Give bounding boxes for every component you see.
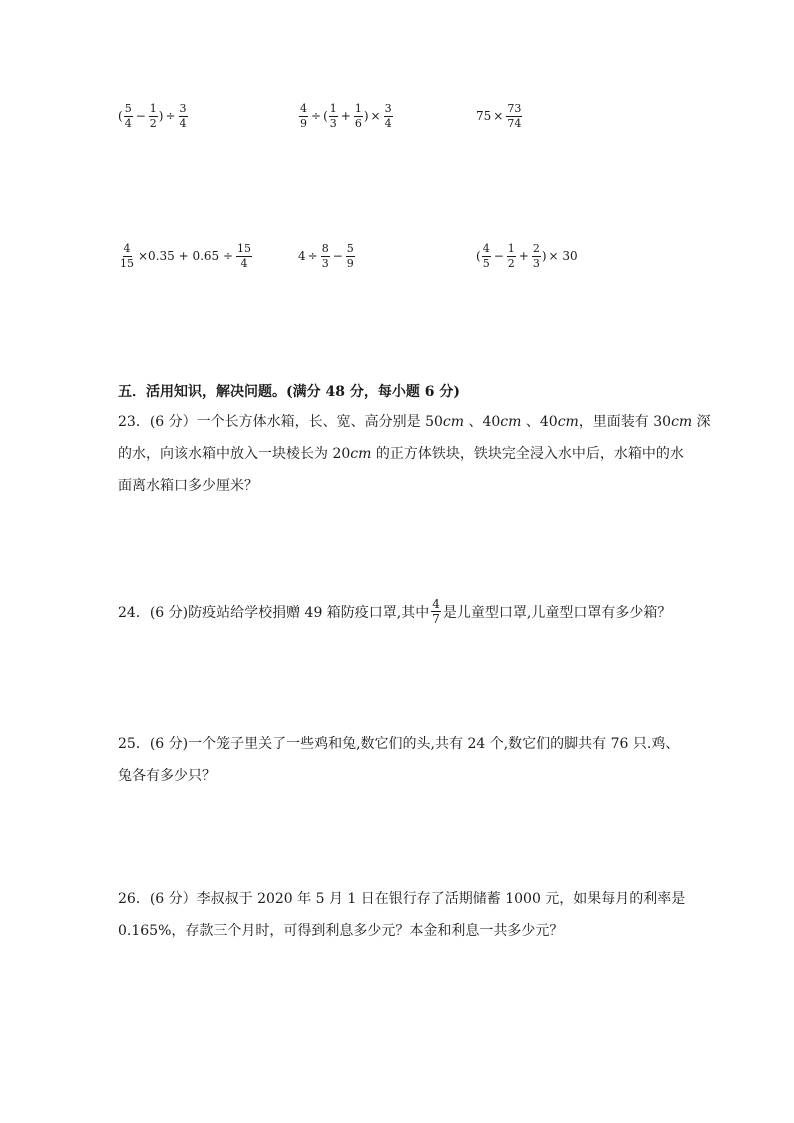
problem-line: 23．(6 分）一个长方体水箱，长、宽、高分别是 50cm 、40cm 、40cm，里面装有 30cm 深 [118, 414, 711, 430]
fraction: $\frac{4}{9}$ [300, 102, 307, 130]
expression-5 [298, 243, 356, 269]
expression-3 [476, 103, 523, 129]
operator: ÷ [311, 109, 322, 124]
fraction: $\frac{4}{7}$ [432, 596, 440, 626]
problem-26 [118, 883, 686, 947]
fraction: $\frac{73}{74}$ [507, 102, 522, 130]
operator: − [493, 249, 504, 264]
operator: × [370, 109, 381, 124]
operator: − [135, 109, 146, 124]
operator: ÷ [307, 249, 318, 264]
problem-line: 25．(6 分)一个笼子里关了一些鸡和兔,数它们的头,共有 24 个,数它们的脚共有 76 只.鸡、 [118, 736, 680, 752]
fraction: $\frac{4}{15}$ [120, 242, 134, 270]
fraction: $\frac{3}{4}$ [179, 102, 187, 130]
whole-number: 75 [476, 109, 492, 124]
operator-chain: ×0.35 + 0.65 ÷ [138, 249, 234, 264]
whole-number: 4 [298, 249, 306, 264]
left-paren: ( [323, 109, 328, 124]
operator: − [332, 249, 343, 264]
right-paren: ) [363, 109, 369, 124]
expression-4 [118, 243, 253, 269]
right-paren: ) [158, 109, 164, 124]
fraction: $\frac{15}{4}$ [237, 242, 252, 270]
fraction: $\frac{4}{5}$ [482, 242, 490, 270]
problem-line: 26．(6 分）李叔叔于 2020 年 5 月 1 日在银行存了活期储蓄 1000 元，如果每月的利率是 [118, 891, 686, 907]
fraction: $\frac{5}{4}$ [124, 102, 132, 130]
left-paren: ( [118, 109, 123, 124]
problem-23 [118, 406, 711, 502]
expression-1 [118, 103, 189, 129]
fraction: $\frac{3}{4}$ [384, 102, 392, 130]
fraction: $\frac{1}{2}$ [149, 102, 157, 130]
expression-6 [476, 243, 580, 269]
operator: × [493, 109, 504, 124]
fraction: $\frac{1}{2}$ [507, 242, 515, 270]
fraction: $\frac{1}{6}$ [354, 102, 362, 130]
operator: × 30 [548, 249, 578, 264]
problem-line: 兔各有多少只？ [118, 768, 216, 784]
fraction: $\frac{2}{3}$ [532, 242, 540, 270]
problem-25 [118, 728, 683, 792]
problem-24 [118, 597, 683, 629]
operator: + [340, 109, 351, 124]
problem-line: 0.165%，存款三个月时，可得到利息多少元？本金和利息一共多少元？ [118, 923, 564, 939]
problem-line: 面离水箱口多少厘米？ [118, 478, 258, 494]
right-paren: ) [541, 249, 547, 264]
fraction: $\frac{8}{3}$ [321, 242, 329, 270]
expression-2 [298, 103, 394, 129]
problem-line: 24．(6 分)防疫站给学校捐赠 49 箱防疫口罩,其中 $\frac{4}{7}$ 是儿童型口罩,儿童型口罩有多少箱？ [118, 596, 672, 626]
left-paren: ( [476, 249, 481, 264]
problem-line: 的水，向该水箱中放入一块棱长为 20cm 的正方体铁块，铁块完全浸入水中后，水箱中的水 [118, 446, 684, 462]
operator: ÷ [165, 109, 176, 124]
fraction: $\frac{5}{9}$ [346, 242, 354, 270]
fraction: $\frac{1}{3}$ [329, 102, 337, 130]
section-heading: 五．活用知识，解决问题。(满分 48 分，每小题 6 分) [118, 384, 460, 400]
operator: + [518, 249, 529, 264]
